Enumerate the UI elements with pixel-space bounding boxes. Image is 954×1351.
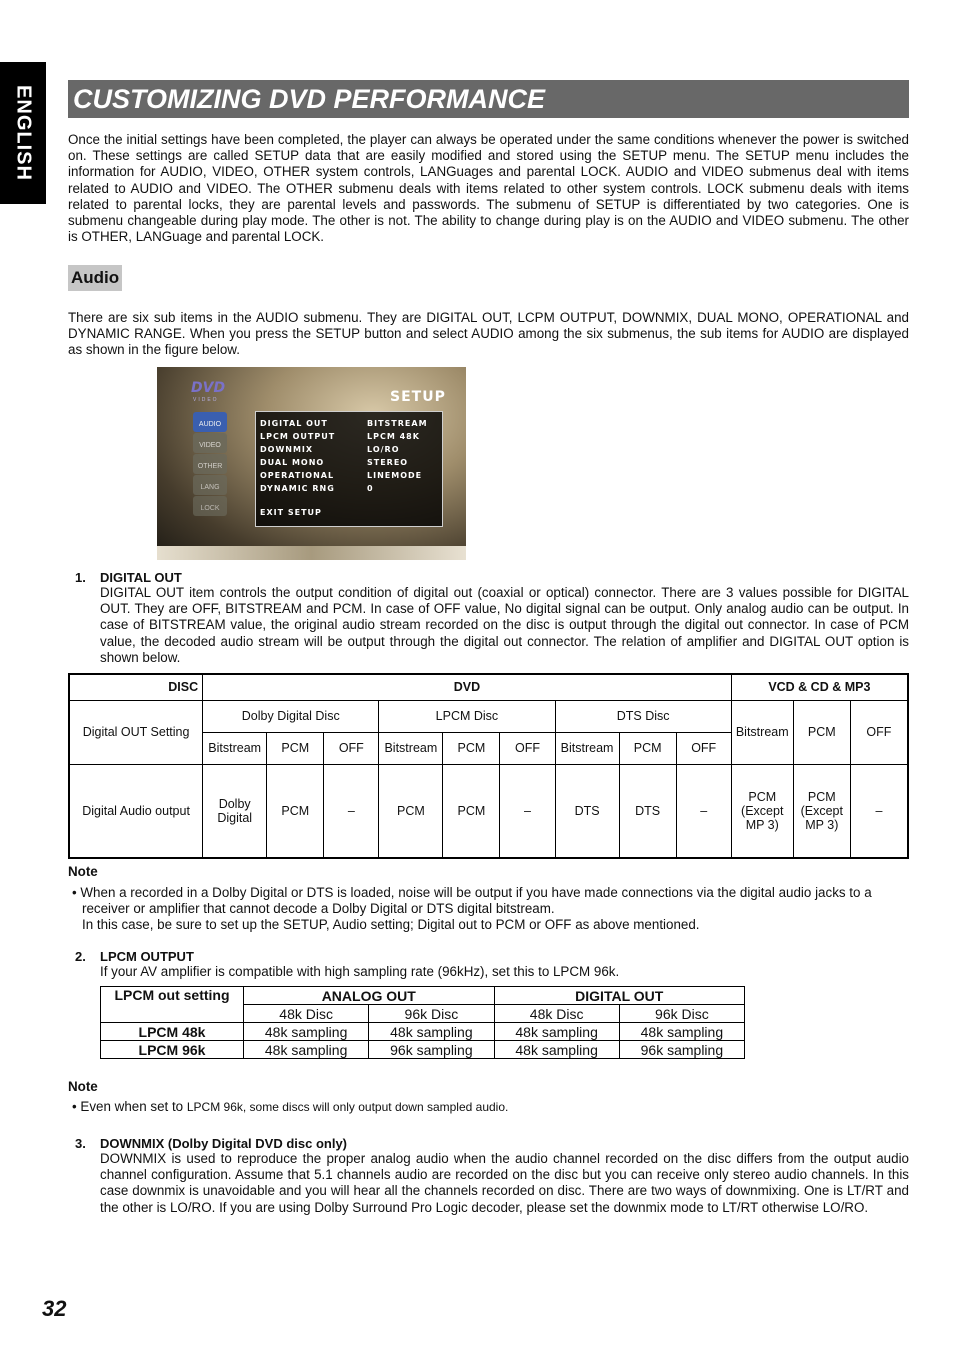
- note-2-prefix: • Even when set to: [72, 1099, 187, 1114]
- video-submenu-icon[interactable]: VIDEO: [193, 433, 227, 453]
- table-subheader: 96k Disc: [369, 1005, 494, 1023]
- table-header-dvd: DVD: [203, 674, 732, 700]
- table-row-label-setting: Digital OUT Setting: [69, 700, 203, 764]
- table-header-disc: DISC: [69, 674, 203, 700]
- menu-bottom-strip: [157, 546, 466, 560]
- table-cell: 48k sampling: [494, 1023, 619, 1041]
- table-header-vcd: VCD & CD & MP3: [731, 674, 908, 700]
- item-2-text: If your AV amplifier is compatible with high sampling rate (96kHz), set this to LPCM 96k.: [100, 964, 620, 979]
- page-number: 32: [42, 1296, 67, 1321]
- table-cell: –: [850, 764, 908, 858]
- item-3-title: DOWNMIX (Dolby Digital DVD disc only): [100, 1136, 348, 1151]
- menu-row[interactable]: [260, 469, 428, 482]
- table-cell: PCM: [443, 732, 500, 764]
- table-cell: Bitstream: [203, 732, 267, 764]
- note-1-body: [72, 885, 909, 934]
- table-row: [101, 987, 745, 1005]
- table-cell: OFF: [500, 732, 555, 764]
- table-cell: 96k sampling: [369, 1041, 494, 1059]
- menu-row-key: DIGITAL OUT: [260, 419, 328, 428]
- table-subheader: 48k Disc: [244, 1005, 369, 1023]
- menu-row-value: LINEMODE: [367, 471, 423, 480]
- note-2-label: Note: [68, 1079, 98, 1094]
- table-group-dts: DTS Disc: [555, 700, 731, 732]
- menu-row-key: LPCM OUTPUT: [260, 432, 336, 441]
- table-header-analog: ANALOG OUT: [244, 987, 495, 1005]
- audio-intro-paragraph: There are six sub items in the AUDIO submenu. They are DIGITAL OUT, LCPM OUTPUT, DOWNMIX, DUAL MONO, OPERATIONAL and DYNAMIC RANGE. When you press the SETUP button and select AUDIO among the six submenus, the sub items for AUDIO are displayed as shown in the figure below.: [68, 310, 909, 358]
- table-cell: Bitstream: [379, 732, 443, 764]
- item-1-title: DIGITAL OUT: [100, 570, 182, 585]
- setup-menu-screenshot: [157, 367, 466, 560]
- menu-row-key: DYNAMIC RNG: [260, 484, 335, 493]
- item-3-number: 3.: [75, 1136, 86, 1151]
- item-2-number: 2.: [75, 949, 86, 964]
- table-cell: PCM: [267, 732, 324, 764]
- table-row-label-output: Digital Audio output: [69, 764, 203, 858]
- table-cell: 48k sampling: [244, 1023, 369, 1041]
- audio-submenu-icon[interactable]: AUDIO: [193, 412, 227, 432]
- menu-row[interactable]: [260, 443, 428, 456]
- table-cell: 48k sampling: [369, 1023, 494, 1041]
- dvd-logo: DVD: [191, 380, 226, 396]
- lock-submenu-icon[interactable]: LOCK: [193, 496, 227, 516]
- section-heading-audio: Audio: [68, 265, 122, 291]
- other-submenu-icon[interactable]: OTHER: [193, 454, 227, 474]
- table-cell: 48k sampling: [244, 1041, 369, 1059]
- note-1-line-2: In this case, be sure to set up the SETUP, Audio setting; Digital out to PCM or OFF as above mentioned.: [82, 917, 700, 933]
- menu-row-value: LO/RO: [367, 445, 400, 454]
- table-header-digital: DIGITAL OUT: [494, 987, 745, 1005]
- table-cell: DTS: [619, 764, 676, 858]
- language-tab-label: ENGLISH: [12, 85, 35, 181]
- menu-row-key: OPERATIONAL: [260, 471, 335, 480]
- note-1-label: Note: [68, 864, 98, 879]
- table-cell: Bitstream: [555, 732, 619, 764]
- menu-row-value: LPCM 48K: [367, 432, 420, 441]
- note-1-line-1: • When a recorded in a Dolby Digital or DTS is loaded, noise will be output if you have made connections via the digital audio jacks to a receiver or amplifier that cannot decode a Dolby Digital or DTS digital bitstream.: [72, 885, 872, 917]
- language-submenu-icon[interactable]: LANG: [193, 475, 227, 495]
- table-cell: 48k sampling: [619, 1023, 744, 1041]
- table-cell: –: [500, 764, 555, 858]
- table-cell: PCM: [267, 764, 324, 858]
- table-row: [69, 674, 908, 700]
- digital-out-table: [68, 673, 909, 859]
- menu-row[interactable]: [260, 430, 428, 443]
- menu-row-key: DUAL MONO: [260, 458, 325, 467]
- item-1-text: DIGITAL OUT item controls the output condition of digital out (coaxial or optical) connector. There are 3 values possible for DIGITAL OUT. They are OFF, BITSTREAM and PCM. In case of OFF value, No digital signal can be output. Only analog audio can be output. In case of BITSTREAM value, the original audio stream recorded on the disc is output through the digital out connector. In case of PCM value, the decoded audio stream will be output through the digital out connector. The relation of amplifier and DIGITAL OUT option is shown below.: [100, 585, 909, 665]
- menu-row-value: 0: [367, 484, 374, 493]
- table-cell: OFF: [676, 732, 731, 764]
- menu-row[interactable]: [260, 482, 428, 495]
- table-cell: –: [324, 764, 379, 858]
- table-cell: 48k sampling: [494, 1041, 619, 1059]
- lpcm-output-table: [100, 986, 745, 1059]
- note-2-text: LPCM 96k, some discs will only output down sampled audio.: [186, 1100, 509, 1114]
- table-subheader: 48k Disc: [494, 1005, 619, 1023]
- page-title: CUSTOMIZING DVD PERFORMANCE: [73, 84, 546, 114]
- item-3-text: DOWNMIX is used to reproduce the proper analog audio when the audio channel recorded on the disc differs from the output audio channel configuration. Assume that 5.1 channels audio are recorded on the disc but you can receive only stereo audio channels. In this case downmix is unavoidable and you will hear all the channels recorded on disc. There are two ways of downmixing. One is LT/RT and the other is LO/RO. If you are using Dolby Surround Pro Logic decoder, please set the downmix mode to LT/RT otherwise LO/RO.: [100, 1151, 909, 1215]
- table-cell: PCM (Except MP 3): [731, 764, 793, 858]
- table-row-label: LPCM 48k: [101, 1023, 244, 1041]
- language-tab: [0, 62, 46, 204]
- table-row: [69, 700, 908, 732]
- note-2-body: [72, 1099, 909, 1115]
- menu-row-value: STEREO: [367, 458, 409, 467]
- table-cell: DTS: [555, 764, 619, 858]
- table-cell: OFF: [850, 700, 908, 764]
- table-group-dolby: Dolby Digital Disc: [203, 700, 379, 732]
- table-cell: –: [676, 764, 731, 858]
- table-row: [69, 764, 908, 858]
- table-cell: PCM (Except MP 3): [793, 764, 850, 858]
- table-cell: PCM: [619, 732, 676, 764]
- table-cell: 96k sampling: [619, 1041, 744, 1059]
- audio-settings-panel: [255, 411, 443, 527]
- table-cell: PCM: [793, 700, 850, 764]
- item-2-title: LPCM OUTPUT: [100, 949, 194, 964]
- table-cell: Dolby Digital: [203, 764, 267, 858]
- intro-paragraph: Once the initial settings have been completed, the player can always be operated under the same conditions whenever the power is switched on. These settings are called SETUP data that are easily modified and stored using the SETUP menu. The SETUP menu includes the information for AUDIO, VIDEO, OTHER system controls, LANGuages and parental LOCK. AUDIO and VIDEO submenus deal with items related to AUDIO and VIDEO. The OTHER submenu deals with items related to other system controls. LOCK submenu deals with items related to parental locks, they are parental levels and passwords. The submenu of SETUP is differentiated by two categories. One is submenu changeable during play mode. The other is not. The ability to change during play is on the AUDIO and VIDEO submenu. The other is OTHER, LANGuage and parental LOCK.: [68, 132, 909, 245]
- table-row: [101, 1041, 745, 1059]
- item-1-number: 1.: [75, 570, 86, 585]
- setup-menu-title: SETUP: [390, 389, 446, 405]
- table-subheader: 96k Disc: [619, 1005, 744, 1023]
- table-row: [101, 1023, 745, 1041]
- table-cell: Bitstream: [731, 700, 793, 764]
- table-cell: PCM: [379, 764, 443, 858]
- table-header-lpcm: LPCM out setting: [101, 987, 244, 1023]
- menu-row[interactable]: [260, 417, 428, 430]
- title-bar: [68, 80, 909, 118]
- table-cell: PCM: [443, 764, 500, 858]
- submenu-icons: [193, 412, 227, 517]
- menu-row-key: DOWNMIX: [260, 445, 314, 454]
- table-row-label: LPCM 96k: [101, 1041, 244, 1059]
- menu-row[interactable]: [260, 456, 428, 469]
- exit-setup-option[interactable]: EXIT SETUP: [260, 508, 322, 517]
- menu-row-value: BITSTREAM: [367, 419, 428, 428]
- dvd-logo-sub: VIDEO: [193, 397, 219, 403]
- table-cell: OFF: [324, 732, 379, 764]
- table-group-lpcm: LPCM Disc: [379, 700, 555, 732]
